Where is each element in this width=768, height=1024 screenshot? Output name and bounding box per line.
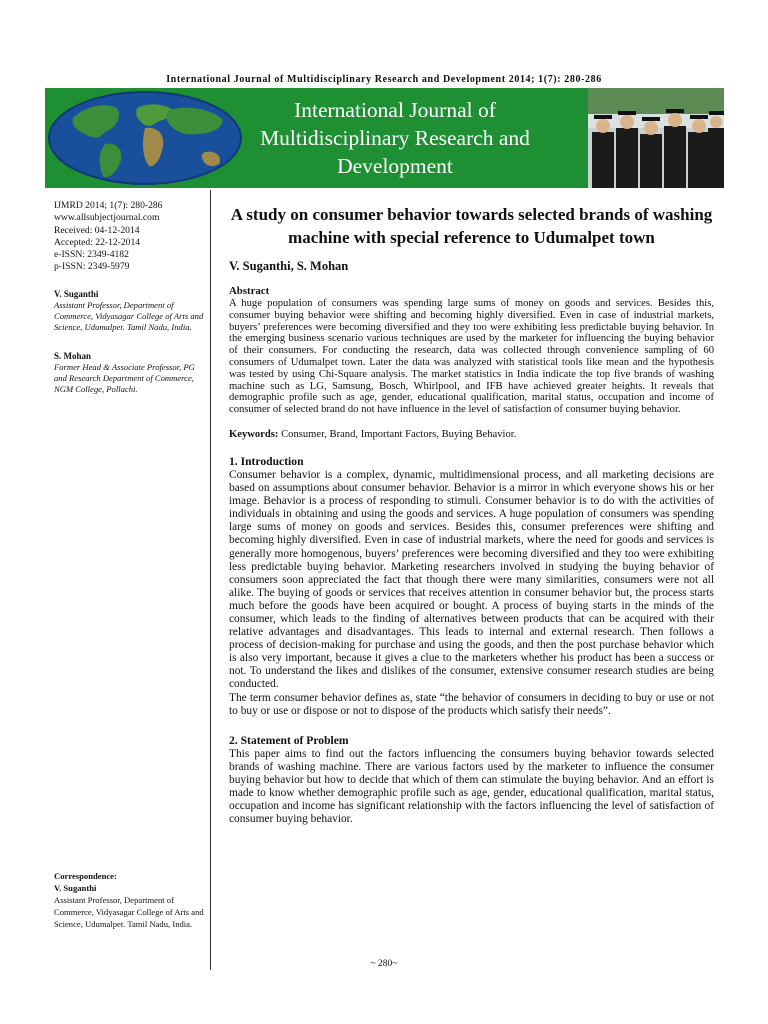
abstract-text: A huge population of consumers was spending large sums of money on goods and services. Besides this, consumer buying behavior were shifting and becoming highly diversified. Even in case of industrial markets, buyers’ preferences were becoming diversified and they too were exhibiting less predictable buying behavior. In the emerging business scenario various techniques are used by the marketer for influencing the buying behavior of their consumers. For conducting the research, data was collected through convenience sampling of 60 consumers of Udumalpet town. Later the data was analyzed with statistical tools like mean and the hypothesis was tested by using Chi-Square analysis. The market statistics in India indicate the top five brands of washing machine such as LG, Samsung, Bosch, Whirlpool, and IFB have achieved greater heights. It reveals that demographic profile such as age, gender, educational qualification, marital status, occupation and income of consumer of selected brand do not have influence in the level of satisfaction of consumer buying behavior. — [229, 298, 714, 416]
correspondence-name: V. Suganthi — [54, 883, 97, 894]
world-globe-image — [45, 88, 245, 188]
paragraph: Consumer behavior is a complex, dynamic, multidimensional process, and all marketing decisions are based on assumptions about consumer behavior. Behavior is a mirror in which everyone shows his or her image. Behavior is a process of responding to stimuli. Consumer behavior is to do with the activities of individuals in obtaining and using the goods and services. A huge population of consumers was spending large sums of money on goods and services. Besides this, consumer preferences were shifting and becoming highly diversified. Even in case of industrial markets, where the need for goods and services is generally more homogenous, buyers’ preferences were becoming diversified and they too were exhibiting less predictable buying behavior. Marketing researchers involved in studying the buying behavior of consumers soon appreciated the fact that though there were many similarities, consumers were not all alike. The buying of goods or services that receives attention in consumer behavior but, the process starts much before the goods have been acquired or bought. A process of buying starts in the minds of the consumer, which leads to the finding of alternatives between products that can be acquired with their relative advantages and disadvantages. This leads to internal and external research. Then follows a process of decision-making for purchase and using the goods, and then the post purchase behavior which is also very important, because it gives a clue to the marketers whether his product has been a success or not. To understand the likes and dislikes of the consumer, extensive consumer research studies are being conducted. — [229, 468, 714, 691]
banner-title-line-3: Development — [337, 154, 453, 178]
meta-received: Received: 04-12-2014 — [54, 224, 140, 236]
article-authors: V. Suganthi, S. Mohan — [229, 259, 349, 273]
keywords-label: Keywords: — [229, 428, 279, 440]
author-name: V. Suganthi — [54, 288, 99, 299]
journal-banner — [45, 88, 724, 188]
paragraph: This paper aims to find out the factors influencing the consumers buying behavior towards selected brands of washing machine. There are various factors used by the marketer to influence the consumer buying behavior but how to decide that which of them can stimulate the buying behavior. And an effort is made to know whether demographic profile such as age, gender, educational qualification, marital status, occupation and income has significant relationship with the factors influencing the level of satisfaction of consumer buying behavior. — [229, 747, 714, 826]
meta-website[interactable]: www.allsubjectjournal.com — [54, 212, 160, 224]
meta-eissn: e-ISSN: 2349-4182 — [54, 249, 129, 261]
article-meta — [54, 200, 204, 274]
correspondence-heading: Correspondence: — [54, 871, 117, 881]
meta-pissn: p-ISSN: 2349-5979 — [54, 261, 130, 273]
banner-title — [250, 96, 540, 180]
meta-citation: IJMRD 2014; 1(7): 280-286 — [54, 200, 163, 211]
paragraph: The term consumer behavior defines as, state “the behavior of consumers in deciding to buy or use or not to buy or use or dispose or not to dispose of the products which satisfy their needs”. — [229, 691, 714, 717]
section-heading-statement-of-problem: 2. Statement of Problem — [229, 733, 349, 747]
banner-title-line-2: Multidisciplinary Research and — [260, 126, 530, 150]
banner-title-line-1: International Journal of — [294, 98, 496, 122]
running-head: International Journal of Multidisciplinary Research and Development 2014; 1(7): 280-286 — [166, 74, 602, 85]
graduates-photo — [588, 88, 724, 188]
keywords — [229, 429, 714, 441]
author-info-2 — [54, 350, 204, 396]
abstract-heading: Abstract — [229, 285, 270, 297]
sidebar — [54, 200, 204, 396]
correspondence — [54, 870, 204, 930]
section-heading-introduction: 1. Introduction — [229, 454, 304, 468]
correspondence-address: Assistant Professor, Department of Commerce, Vidyasagar College of Arts and Science, Udumalpet. Tamil Nadu, India. — [54, 895, 204, 930]
meta-accepted: Accepted: 22-12-2014 — [54, 236, 141, 248]
article-title: A study on consumer behavior towards selected brands of washing machine with special reference to Udumalpet town — [230, 205, 713, 247]
author-info-1 — [54, 288, 204, 334]
author-affiliation: Former Head & Associate Professor, PG and Research Department of Commerce, NGM College, Pollachi. — [54, 361, 195, 395]
column-divider — [210, 190, 211, 970]
author-name: S. Mohan — [54, 350, 92, 361]
page-number: ~ 280~ — [370, 959, 398, 969]
author-affiliation: Assistant Professor, Department of Commerce, Vidyasagar College of Arts and Science, Udumalpet. Tamil Nadu, India. — [54, 300, 204, 333]
keywords-text: Consumer, Brand, Important Factors, Buying Behavior. — [278, 428, 517, 440]
article-body — [229, 204, 714, 826]
